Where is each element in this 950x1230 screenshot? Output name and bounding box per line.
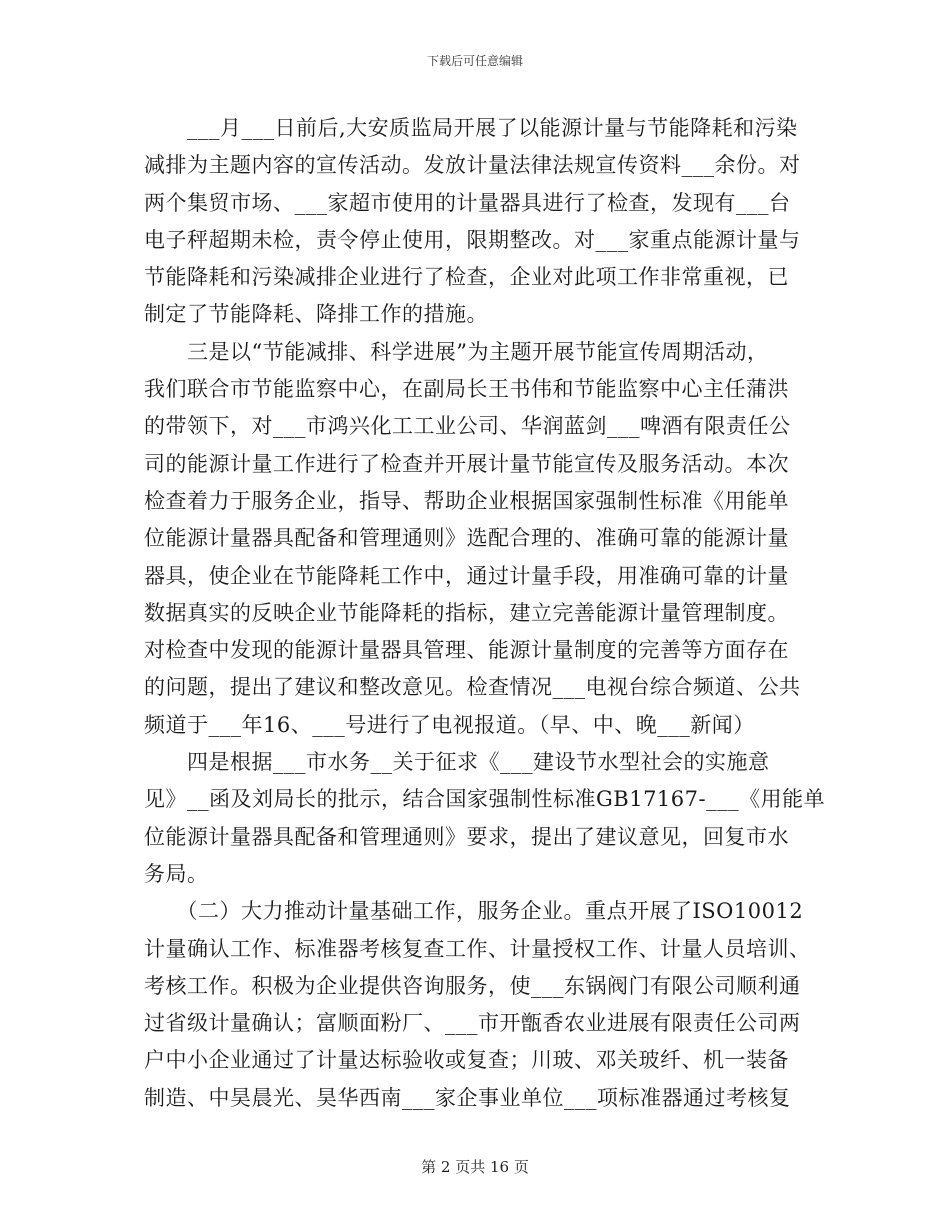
body-line: 我们联合市节能监察中心，在副局长王书伟和节能监察中心主任蒲洪: [144, 377, 789, 402]
body-line: 减排为主题内容的宣传活动。发放计量法律法规宣传资料___余份。对: [144, 153, 801, 178]
body-line: （二）大力推动计量基础工作，服务企业。重点开展了ISO10012: [144, 899, 804, 924]
body-line: 计量确认工作、标准器考核复查工作、计量授权工作、计量人员培训、: [144, 936, 811, 961]
body-line: 位能源计量器具配备和管理通则》要求，提出了建议意见，回复市水: [144, 824, 789, 849]
body-line: 见》__函及刘局长的批示，结合国家强制性标准GB17167-___《用能单: [144, 787, 826, 812]
body-line: 四是根据___市水务__关于征求《___建设节水型社会的实施意: [144, 750, 770, 775]
body-line: 的问题，提出了建议和整改意见。检查情况___电视台综合频道、公共: [144, 675, 801, 700]
body-line: 器具，使企业在节能降耗工作中，通过计量手段，用准确可靠的计量: [144, 563, 789, 588]
body-line: 频道于___年16、___号进行了电视报道。（早、中、晚___新闻）: [144, 712, 755, 737]
body-line: 务局。: [144, 861, 209, 886]
page-footer: 第 2 页共 16 页: [421, 1158, 529, 1176]
page-header: 下载后可任意编辑: [426, 54, 523, 68]
body-line: 三是以“节能减排、科学进展”为主题开展节能宣传周期活动，: [144, 339, 769, 364]
body-line: 过省级计量确认；富顺面粉厂、___市开甑香农业进展有限责任公司两: [144, 1011, 801, 1036]
body-line: 节能降耗和污染减排企业进行了检查，企业对此项工作非常重视，已: [144, 265, 789, 290]
body-line: 司的能源计量工作进行了检查并开展计量节能宣传及服务活动。本次: [144, 451, 789, 476]
document-body: [144, 110, 826, 1117]
body-line: 考核工作。积极为企业提供咨询服务，使___东锅阀门有限公司顺利通: [144, 973, 801, 998]
body-line: 制造、中昊晨光、昊华西南___家企事业单位___项标准器通过考核复: [144, 1085, 791, 1110]
body-line: 对检查中发现的能源计量器具管理、能源计量制度的完善等方面存在: [144, 638, 789, 663]
body-line: 检查着力于服务企业，指导、帮助企业根据国家强制性标准《用能单: [144, 488, 789, 513]
body-line: 的带领下，对___市鸿兴化工工业公司、华润蓝剑___啤酒有限责任公: [144, 414, 791, 439]
body-line: 位能源计量器具配备和管理通则》选配合理的、准确可靠的能源计量: [144, 526, 789, 551]
body-line: 户中小企业通过了计量达标验收或复查；川玻、邓关玻纤、机一装备: [144, 1048, 789, 1073]
body-line: 电子秤超期未检，责令停止使用，限期整改。对___家重点能源计量与: [144, 227, 801, 252]
body-line: 数据真实的反映企业节能降耗的指标，建立完善能源计量管理制度。: [144, 600, 789, 625]
body-line: ___月___日前后,大安质监局开展了以能源计量与节能降耗和污染: [144, 116, 798, 140]
body-line: 制定了节能降耗、降排工作的措施。: [144, 302, 488, 327]
body-line: 两个集贸市场、___家超市使用的计量器具进行了检查，发现有___台: [144, 190, 791, 215]
